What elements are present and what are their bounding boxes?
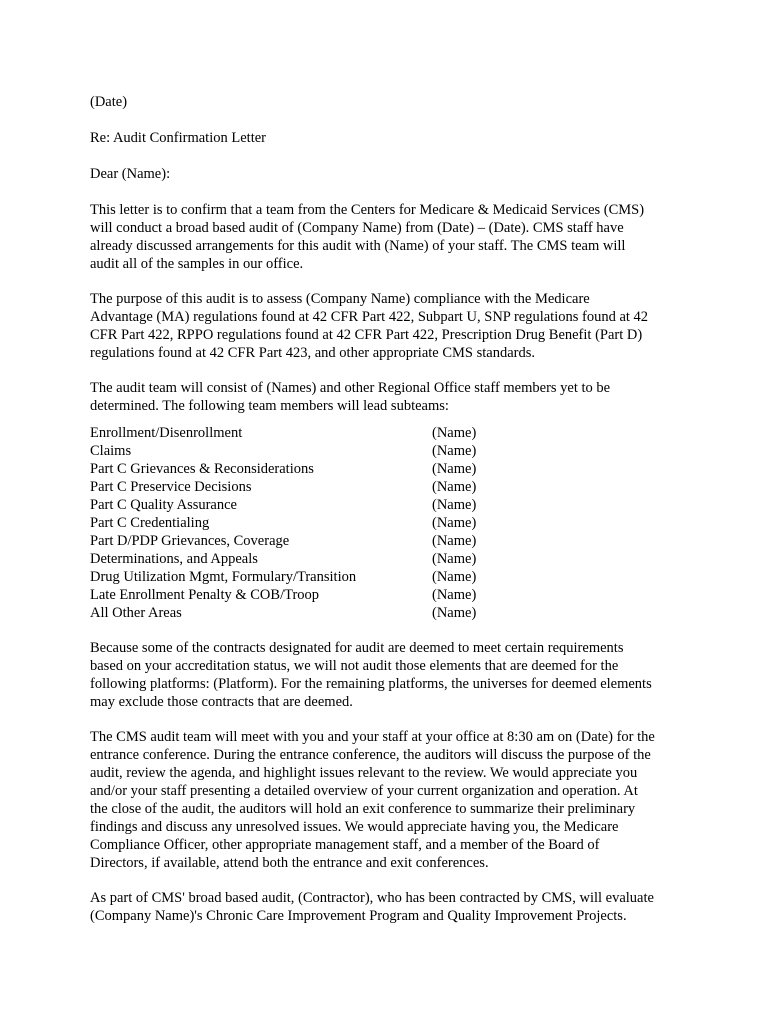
team-name: (Name) <box>432 443 477 459</box>
team-role: Part D/PDP Grievances, Coverage <box>90 533 290 549</box>
paragraph-line: may exclude those contracts that are deemed. <box>90 694 353 710</box>
team-name: (Name) <box>432 479 477 495</box>
team-role: Part C Credentialing <box>90 515 210 531</box>
team-role: Enrollment/Disenrollment <box>90 425 243 441</box>
paragraph-line: findings and discuss any unresolved issues. We would appreciate having you, the Medicare <box>90 819 619 835</box>
team-role: Claims <box>90 443 132 459</box>
team-name: (Name) <box>432 461 477 477</box>
paragraph-line: the close of the audit, the auditors will hold an exit conference to summarize their preliminary <box>90 801 636 817</box>
paragraph-line: audit all of the samples in our office. <box>90 256 304 272</box>
team-name: (Name) <box>432 605 477 621</box>
paragraph-line: audit, review the agenda, and highlight issues relevant to the review. We would appreciate you <box>90 765 638 781</box>
team-role: Part C Quality Assurance <box>90 497 237 513</box>
paragraph-line: As part of CMS' broad based audit, (Contractor), who has been contracted by CMS, will evaluate <box>90 890 654 906</box>
team-role: Late Enrollment Penalty & COB/Troop <box>90 587 320 603</box>
paragraph-line: will conduct a broad based audit of (Company Name) from (Date) – (Date). CMS staff have <box>90 220 624 236</box>
team-name: (Name) <box>432 569 477 585</box>
paragraph-line: The CMS audit team will meet with you and your staff at your office at 8:30 am on (Date) for the <box>90 729 655 745</box>
paragraph-line: determined. The following team members will lead subteams: <box>90 398 449 414</box>
team-name: (Name) <box>432 533 477 549</box>
team-name: (Name) <box>432 587 477 603</box>
team-role: All Other Areas <box>90 605 182 621</box>
team-name: (Name) <box>432 497 477 513</box>
paragraph-line: Directors, if available, attend both the entrance and exit conferences. <box>90 855 489 871</box>
paragraph-line: (Company Name)'s Chronic Care Improvement Program and Quality Improvement Projects. <box>90 908 627 924</box>
team-role: Part C Grievances & Reconsiderations <box>90 461 314 477</box>
paragraph-line: CFR Part 422, RPPO regulations found at 42 CFR Part 422, Prescription Drug Benefit (Part D) <box>90 327 643 343</box>
team-name: (Name) <box>432 515 477 531</box>
paragraph-line: already discussed arrangements for this audit with (Name) of your staff. The CMS team will <box>90 238 626 254</box>
team-role: Drug Utilization Mgmt, Formulary/Transition <box>90 569 357 585</box>
team-name: (Name) <box>432 425 477 441</box>
paragraph-line: Compliance Officer, other appropriate management staff, and a member of the Board of <box>90 837 600 853</box>
re-line: Re: Audit Confirmation Letter <box>90 130 266 146</box>
salutation: Dear (Name): <box>90 166 171 182</box>
paragraph-line: entrance conference. During the entrance conference, the auditors will discuss the purpose of the <box>90 747 651 763</box>
paragraph-line: based on your accreditation status, we will not audit those elements that are deemed for the <box>90 658 619 674</box>
paragraph-line: The audit team will consist of (Names) and other Regional Office staff members yet to be <box>90 380 611 396</box>
paragraph-line: Advantage (MA) regulations found at 42 CFR Part 422, Subpart U, SNP regulations found at 42 <box>90 309 649 325</box>
team-role: Determinations, and Appeals <box>90 551 258 567</box>
paragraph-line: following platforms: (Platform). For the remaining platforms, the universes for deemed elements <box>90 676 652 692</box>
paragraph-line: The purpose of this audit is to assess (Company Name) compliance with the Medicare <box>90 291 590 307</box>
paragraph-line: regulations found at 42 CFR Part 423, and other appropriate CMS standards. <box>90 345 536 361</box>
team-name: (Name) <box>432 551 477 567</box>
letter-date: (Date) <box>90 94 128 110</box>
paragraph-line: and/or your staff presenting a detailed overview of your current organization and operation. At <box>90 783 638 799</box>
team-role: Part C Preservice Decisions <box>90 479 252 495</box>
paragraph-line: This letter is to confirm that a team from the Centers for Medicare & Medicaid Services (CMS) <box>90 202 645 218</box>
paragraph-line: Because some of the contracts designated for audit are deemed to meet certain requirements <box>90 640 624 656</box>
